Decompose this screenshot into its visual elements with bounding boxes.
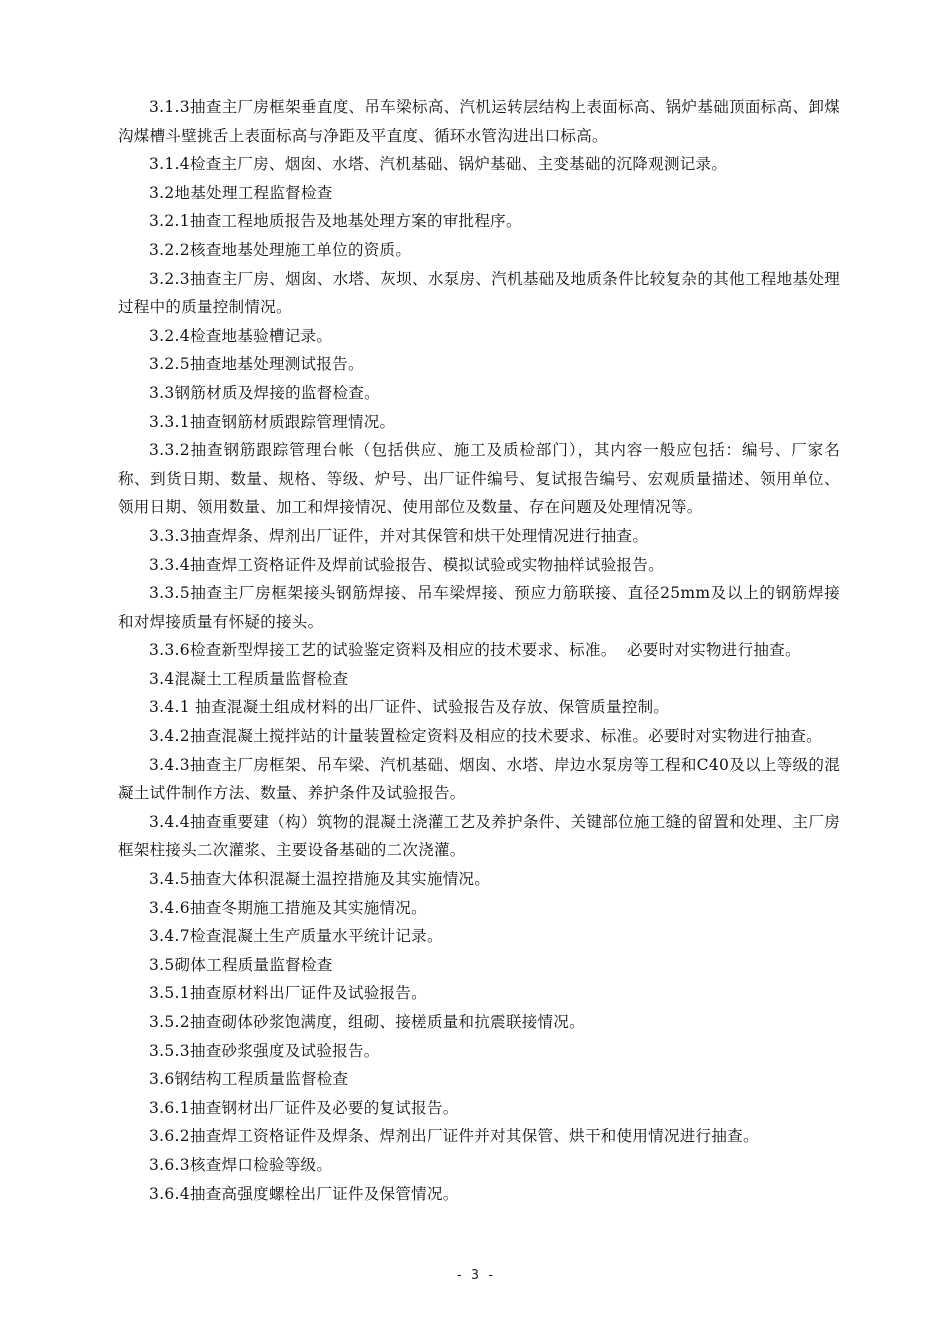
paragraph-3-6-1: 3.6.1抽查钢材出厂证件及必要的复试报告。 xyxy=(149,1098,459,1117)
paragraph-3-6-2: 3.6.2抽查焊工资格证件及焊条、焊剂出厂证件并对其保管、烘干和使用情况进行抽查。 xyxy=(149,1127,759,1146)
paragraph-3-5-1: 3.5.1抽查原材料出厂证件及试验报告。 xyxy=(149,984,427,1003)
paragraph-3-2-4: 3.2.4检查地基验槽记录。 xyxy=(149,326,333,345)
section-heading-3-4: 3.4混凝土工程质量监督检查 xyxy=(149,669,349,688)
document-body xyxy=(118,93,840,1208)
paragraph-3-1-4: 3.1.4检查主厂房、烟囱、水塔、汽机基础、锅炉基础、主变基础的沉降观测记录。 xyxy=(149,155,728,174)
paragraph-3-2-5: 3.2.5抽查地基处理测试报告。 xyxy=(149,355,364,374)
paragraph-3-4-5: 3.4.5抽查大体积混凝土温控措施及其实施情况。 xyxy=(149,870,491,889)
section-heading-3-2: 3.2地基处理工程监督检查 xyxy=(149,183,333,202)
paragraph-3-3-3: 3.3.3抽查焊条、焊剂出厂证件，并对其保管和烘干处理情况进行抽查。 xyxy=(149,526,649,545)
paragraph-3-2-1: 3.2.1抽查工程地质报告及地基处理方案的审批程序。 xyxy=(149,212,522,231)
paragraph-3-6-4: 3.6.4抽查高强度螺栓出厂证件及保管情况。 xyxy=(149,1184,459,1203)
paragraph-3-4-6: 3.4.6抽查冬期施工措施及其实施情况。 xyxy=(149,898,427,917)
paragraph-3-5-2: 3.5.2抽查砌体砂浆饱满度，组砌、接槎质量和抗震联接情况。 xyxy=(149,1013,585,1031)
section-heading-3-5: 3.5砌体工程质量监督检查 xyxy=(149,955,333,974)
paragraph-3-3-4: 3.3.4抽查焊工资格证件及焊前试验报告、模拟试验或实物抽样试验报告。 xyxy=(149,555,664,574)
paragraph-3-5-3: 3.5.3抽查砂浆强度及试验报告。 xyxy=(149,1041,380,1060)
paragraph-3-4-4: 3.4.4抽查重要建（构）筑物的混凝土浇灌工艺及养护条件、关键部位施工缝的留置和处理、主厂房框架柱接头二次灌浆、主要设备基础的二次浇灌。 xyxy=(118,812,840,860)
paragraph-3-3-5: 3.3.5抽查主厂房框架接头钢筋焊接、吊车梁焊接、预应力筋联接、直径25mm及以上的钢筋焊接和对焊接质量有怀疑的接头。 xyxy=(118,584,840,631)
page-number: - 3 - xyxy=(455,1268,495,1283)
paragraph-3-3-2: 3.3.2抽查钢筋跟踪管理台帐（包括供应、施工及质检部门），其内容一般应包括：编号、厂家名称、到货日期、数量、规格、等级、炉号、出厂证件编号、复试报告编号、宏观质量描述、领用单位、领用日期、领用数量、加工和焊接情况、使用部位及数量、存在问题及处理情况等。 xyxy=(118,441,840,517)
paragraph-3-4-1: 3.4.1 抽查混凝土组成材料的出厂证件、试验报告及存放、保管质量控制。 xyxy=(149,698,670,717)
paragraph-3-6-3: 3.6.3核查焊口检验等级。 xyxy=(149,1155,333,1174)
paragraph-3-4-2: 3.4.2抽查混凝土搅拌站的计量装置检定资料及相应的技术要求、标准。必要时对实物进行抽查。 xyxy=(149,727,822,746)
section-heading-3-6: 3.6钢结构工程质量监督检查 xyxy=(149,1070,349,1089)
paragraph-3-4-3: 3.4.3抽查主厂房框架、吊车梁、汽机基础、烟囱、水塔、岸边水泵房等工程和C40及以上等级的混凝土试件制作方法、数量、养护条件及试验报告。 xyxy=(118,755,840,803)
section-heading-3-3: 3.3钢筋材质及焊接的监督检查。 xyxy=(149,383,380,402)
paragraph-3-4-7: 3.4.7检查混凝土生产质量水平统计记录。 xyxy=(149,927,443,946)
paragraph-3-3-1: 3.3.1抽查钢筋材质跟踪管理情况。 xyxy=(149,412,396,431)
paragraph-3-2-2: 3.2.2核查地基处理施工单位的资质。 xyxy=(149,240,412,259)
paragraph-3-3-6: 3.3.6检查新型焊接工艺的试验鉴定资料及相应的技术要求、标准。 必要时对实物进行抽查。 xyxy=(149,641,801,660)
paragraph-3-2-3: 3.2.3抽查主厂房、烟囱、水塔、灰坝、水泵房、汽机基础及地质条件比较复杂的其他工程地基处理过程中的质量控制情况。 xyxy=(118,269,840,317)
paragraph-3-1-3: 3.1.3抽查主厂房框架垂直度、吊车梁标高、汽机运转层结构上表面标高、锅炉基础顶面标高、卸煤沟煤槽斗壁挑舌上表面标高与净距及平直度、循环水管沟进出口标高。 xyxy=(118,98,840,145)
